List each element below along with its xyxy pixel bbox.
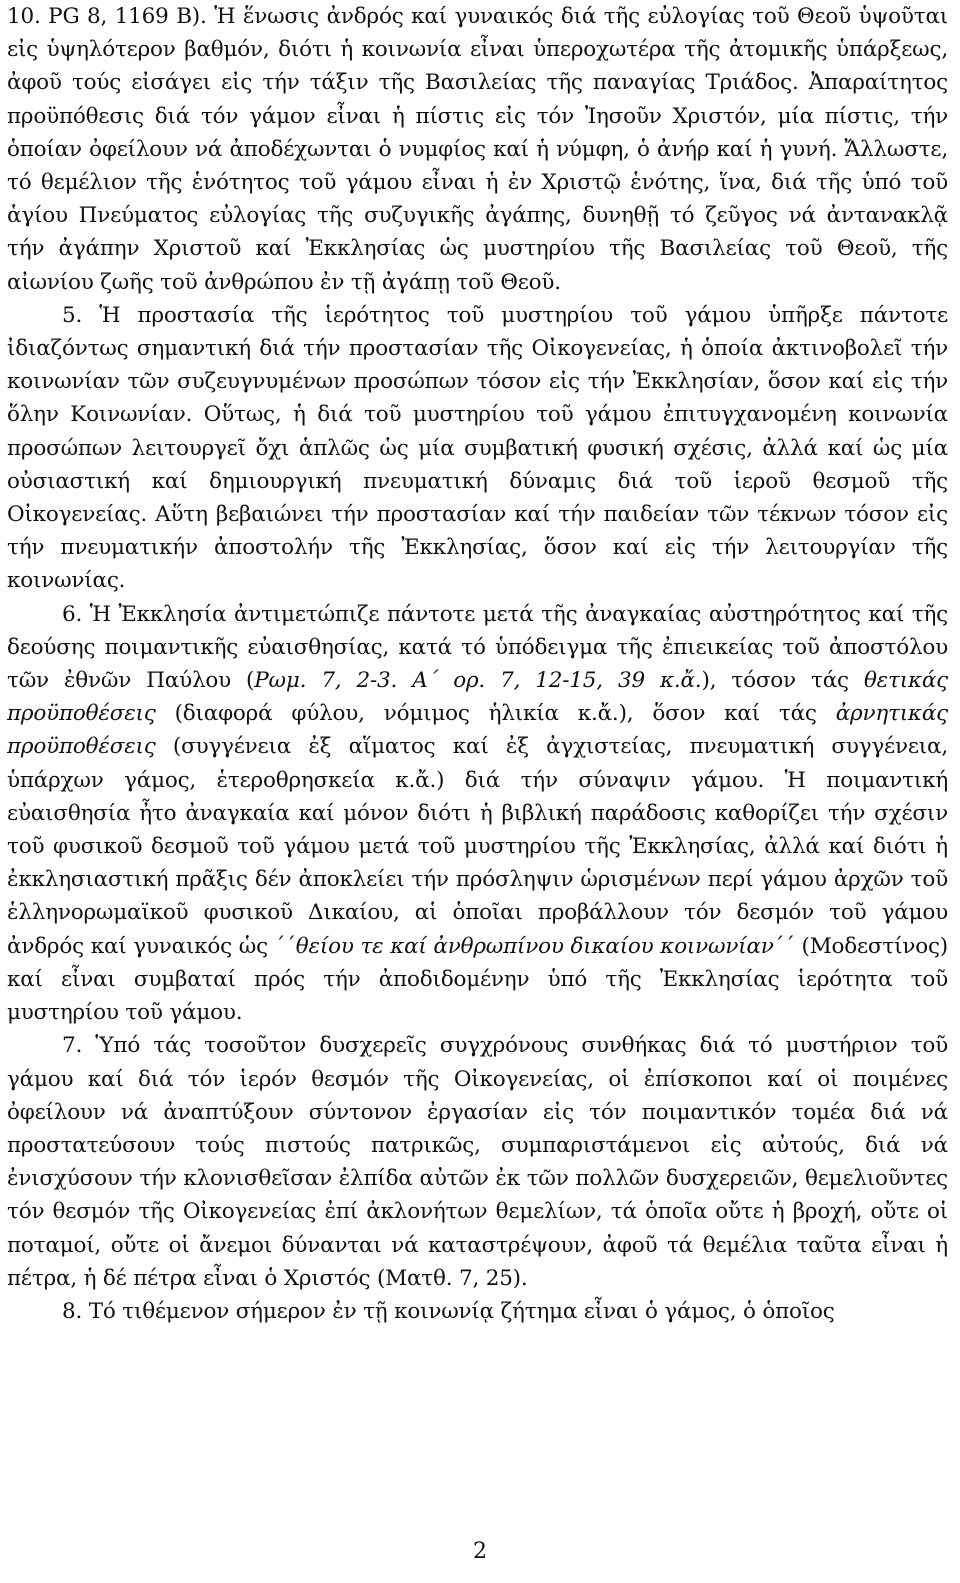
text-segment: ΄΄ (Μοδεστίνος) καί εἶναι συμβαταί πρός τήν ἀποδιδομένην ὑπό τῆς Ἐκκλησίας ἱερότητα τοῦ μυστηρίου τοῦ γάμου. — [7, 933, 948, 1026]
paragraph-p8 — [7, 1295, 948, 1328]
text-segment: 8. Τό τιθέμενον σήμερον ἐν τῇ κοινωνίᾳ ζήτημα εἶναι ὁ γάμος, ὁ ὁποῖος — [62, 1298, 835, 1324]
page-number: 2 — [473, 1539, 487, 1564]
text-segment: (διαφορά φύλου, νόμιμος ἡλικία κ.ἄ.), ὅσον καί τάς — [155, 701, 836, 727]
italic-segment: θετικάς προϋποθέσεις — [7, 668, 949, 727]
paragraph-p7 — [7, 1029, 948, 1295]
text-segment: 7. Ὑπό τάς τοσοῦτον δυσχερεῖς συγχρόνους συνθήκας διά τό μυστήριον τοῦ γάμου καί διά τόν ἱερόν θεσμόν τῆς Οἰκογενείας, οἱ ἐπίσκοποι καί οἱ ποιμένες ὀφείλουν νά ἀναπτύξουν σύντονον ἐργασίαν εἰς τόν ποιμαντικόν τομέα διά νά προστατεύσουν τούς πιστούς πατρικῶς, συμπαριστάμενοι εἰς αὐτούς, διά νά ἐνισχύσουν τήν κλονισθεῖσαν ἐλπίδα αὐτῶν ἐκ τῶν πολλῶν δυσχερειῶν, θεμελιοῦντες τόν θεσμόν τῆς Οἰκογενείας ἐπί ἀκλονήτων θεμελίων, τά ὁποῖα οὔτε ἡ βροχή, οὔτε οἱ ποταμοί, οὔτε οἱ ἄνεμοι δύνανται νά καταστρέψουν, ἀφοῦ τά θεμέλια ταῦτα εἶναι ἡ πέτρα, ἡ δέ πέτρα εἶναι ὁ Χριστός (Ματθ. 7, 25). — [7, 1033, 948, 1291]
paragraph-p6 — [7, 598, 948, 1030]
italic-segment: Ρωμ. 7, 2-3. Α΄ ορ. 7, 12-15, 39 κ.ἄ. — [254, 668, 702, 694]
text-segment: 6. Ἡ Ἐκκλησία ἀντιμετώπιζε πάντοτε μετά τῆς ἀναγκαίας αὐστηρότητος καί τῆς δεούσης ποιμαντικῆς εὐαισθησίας, κατά τό ὑπόδειγμα τῆς ἐπιεικείας τοῦ ἀποστόλου τῶν ἐθνῶν Παύλου ( — [7, 601, 948, 694]
italic-segment: ἀρνητικάς προϋποθέσεις — [7, 701, 948, 760]
text-segment: 5. Ἡ προστασία τῆς ἱερότητος τοῦ μυστηρίου τοῦ γάμου ὑπῆρξε πάντοτε ἰδιαζόντως σημαντική διά τήν προστασίαν τῆς Οἰκογενείας, ἡ ὁποία ἀκτινοβολεῖ τήν κοινωνίαν τῶν συζευγνυμένων προσώπων τόσον εἰς τήν Ἐκκλησίαν, ὅσον καί εἰς τήν ὅλην Κοινωνίαν. Οὕτως, ἡ διά τοῦ μυστηρίου τοῦ γάμου ἐπιτυγχανομένη κοινωνία προσώπων λειτουργεῖ ὄχι ἁπλῶς ὡς μία συμβατική φυσική σχέσις, ἀλλά καί ὡς μία οὐσιαστική καί δημιουργική πνευματική δύναμις διά τοῦ ἱεροῦ θεσμοῦ τῆς Οἰκογενείας. Αὕτη βεβαιώνει τήν προστασίαν καί τήν παιδείαν τῶν τέκνων τόσον εἰς τήν πνευματικήν ἀποστολήν τῆς Ἐκκλησίας, ὅσον καί εἰς τήν λειτουργίαν τῆς κοινωνίας. — [7, 302, 948, 594]
text-segment: 10. PG 8, 1169 B). Ἡ ἕνωσις ἀνδρός καί γυναικός διά τῆς εὐλογίας τοῦ Θεοῦ ὑψοῦται εἰς ὑψηλότερον βαθμόν, διότι ἡ κοινωνία εἶναι ὑπερoχωτέρα τῆς ἀτομικῆς ὑπάρξεως, ἀφοῦ τούς εἰσάγει εἰς τήν τάξιν τῆς Βασιλείας τῆς παναγίας Τριάδος. Ἀπαραίτητος προϋπόθεσις διά τόν γάμον εἶναι ἡ πίστις εἰς τόν Ἰησοῦν Χριστόν, μία πίστις, τήν ὁποίαν ὀφείλουν νά ἀποδέχωνται ὁ νυμφίος καί ἡ νύμφη, ὁ ἀνήρ καί ἡ γυνή. Ἄλλωστε, τό θεμέλιον τῆς ἑνότητος τοῦ γάμου εἶναι ἡ ἐν Χριστῷ ἑνότης, ἵνα, διά τῆς ὑπό τοῦ ἁγίου Πνεύματος εὐλογίας τῆς συζυγικῆς ἀγάπης, δυνηθῇ τό ζεῦγος νά ἀντανακλᾷ τήν ἀγάπην Χριστοῦ καί Ἐκκλησίας ὡς μυστηρίου τῆς Βασιλείας τοῦ Θεοῦ, τῆς αἰωνίου ζωῆς τοῦ ἀνθρώπου ἐν τῇ ἀγάπῃ τοῦ Θεοῦ. — [7, 4, 948, 295]
paragraph-p4-cont — [7, 0, 948, 299]
italic-segment: θείου τε καί ἀνθρωπίνου δικαίου κοινωνίαν — [295, 933, 774, 959]
paragraph-p5 — [7, 299, 948, 598]
text-segment: (συγγένεια ἐξ αἵματος καί ἐξ ἀγχιστείας, πνευματική συγγένεια, ὑπάρχων γάμος, ἑτεροθρησκεία κ.ἄ.) διά τήν σύναψιν γάμου. Ἡ ποιμαντική εὐαισθησία ἦτο ἀναγκαία καί μόνον διότι ἡ βιβλική παράδοσις καθορίζει τήν σχέσιν τοῦ φυσικοῦ δεσμοῦ τοῦ γάμου μετά τοῦ μυστηρίου τῆς Ἐκκλησίας, ἀλλά καί διότι ἡ ἐκκλησιαστική πρᾶξις δέν ἀποκλείει τήν πρόσληψιν ὡρισμένων περί γάμου ἀρχῶν τοῦ ἑλληνορωμαϊκοῦ φυσικοῦ Δικαίου, αἱ ὁποῖαι προβάλλουν τόν δεσμόν τοῦ γάμου ἀνδρός καί γυναικός ὡς ΄΄ — [7, 734, 948, 959]
text-segment: ), τόσον τάς — [701, 668, 864, 694]
